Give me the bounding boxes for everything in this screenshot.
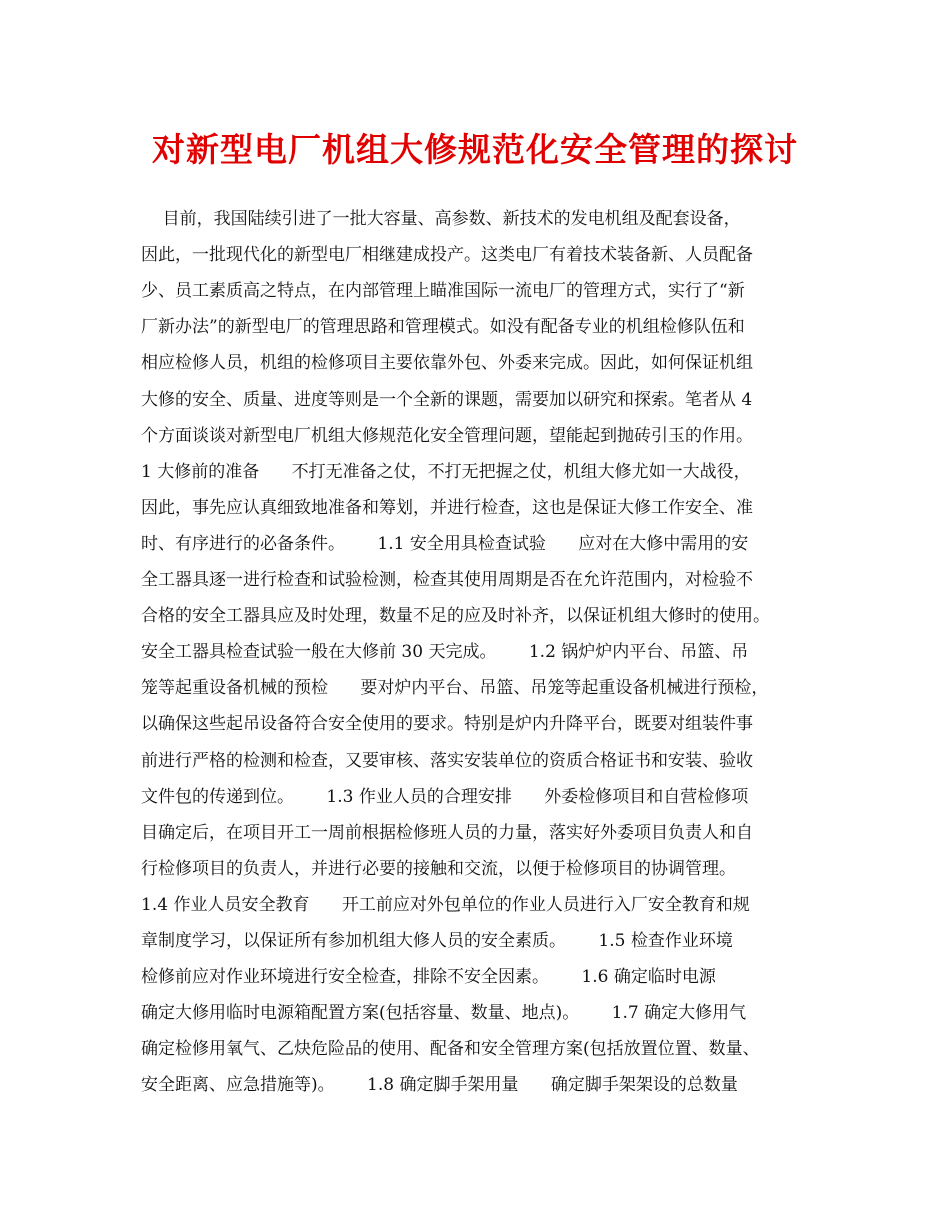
body-text-line: 1 大修前的准备 不打无准备之仗，不打无把握之仗，机组大修尤如一大战役， xyxy=(141,461,751,482)
body-text-line: 检修前应对作业环境进行安全检查，排除不安全因素。 1.6 确定临时电源 xyxy=(141,967,716,988)
body-text-line: 个方面谈谈对新型电厂机组大修规范化安全管理问题，望能起到抛砖引玉的作用。 xyxy=(141,425,753,446)
body-text-line: 章制度学习，以保证所有参加机组大修人员的安全素质。 1.5 检查作业环境 xyxy=(141,931,733,951)
body-text-line: 行检修项目的负责人，并进行必要的接触和交流，以便于检修项目的协调管理。 xyxy=(141,858,736,879)
body-text-line: 笼等起重设备机械的预检 要对炉内平台、吊篮、吊笼等起重设备机械进行预检， xyxy=(141,678,769,699)
body-text-line: 文件包的传递到位。 1.3 作业人员的合理安排 外委检修项目和自营检修项 xyxy=(141,786,749,807)
body-text-line: 安全工器具检查试验一般在大修前 30 天完成。 1.2 锅炉炉内平台、吊篮、吊 xyxy=(141,642,749,663)
body-text-line: 前进行严格的检测和检查，又要审核、落实安装单位的资质合格证书和安装、验收 xyxy=(141,750,753,771)
body-text-line: 全工器具逐一进行检查和试验检测，检查其使用周期是否在允许范围内，对检验不 xyxy=(141,570,753,590)
body-text-line: 合格的安全工器具应及时处理，数量不足的应及时补齐，以保证机组大修时的使用。 xyxy=(141,606,770,627)
body-text-line: 安全距离、应急措施等)。 1.8 确定脚手架用量 确定脚手架架设的总数量 xyxy=(141,1075,738,1096)
body-text-line: 目前，我国陆续引进了一批大容量、高参数、新技术的发电机组及配套设备， xyxy=(141,209,741,229)
document-title: 对新型电厂机组大修规范化安全管理的探讨 xyxy=(152,130,798,169)
body-text-line: 大修的安全、质量、进度等则是一个全新的课题，需要加以研究和探索。笔者从 4 xyxy=(141,389,753,410)
body-text-line: 1.4 作业人员安全教育 开工前应对外包单位的作业人员进行入厂安全教育和规 xyxy=(141,894,750,915)
body-text-line: 相应检修人员，机组的检修项目主要依靠外包、外委来完成。因此，如何保证机组 xyxy=(141,353,753,374)
body-text-line: 确定大修用临时电源箱配置方案(包括容量、数量、地点)。 1.7 确定大修用气 xyxy=(141,1003,747,1024)
body-text-line: 厂新办法”的新型电厂的管理思路和管理模式。如没有配备专业的机组检修队伍和 xyxy=(141,317,745,338)
body-text-line: 目确定后，在项目开工一周前根据检修班人员的力量，落实好外委项目负责人和自 xyxy=(141,822,753,843)
body-text-line: 以确保这些起吊设备符合安全使用的要求。特别是炉内升降平台，既要对组装件事 xyxy=(141,714,753,735)
body-text-line: 因此，事先应认真细致地准备和筹划，并进行检查，这也是保证大修工作安全、准 xyxy=(141,497,753,518)
body-text-line: 时、有序进行的必备条件。 1.1 安全用具检查试验 应对在大修中需用的安 xyxy=(141,533,749,554)
body-text-line: 因此，一批现代化的新型电厂相继建成投产。这类电厂有着技术装备新、人员配备 xyxy=(141,245,753,266)
body-text-line: 确定检修用氧气、乙炔危险品的使用、配备和安全管理方案(包括放置位置、数量、 xyxy=(141,1039,760,1060)
body-text-line: 少、员工素质高之特点，在内部管理上瞄准国际一流电厂的管理方式，实行了“新 xyxy=(141,281,745,302)
